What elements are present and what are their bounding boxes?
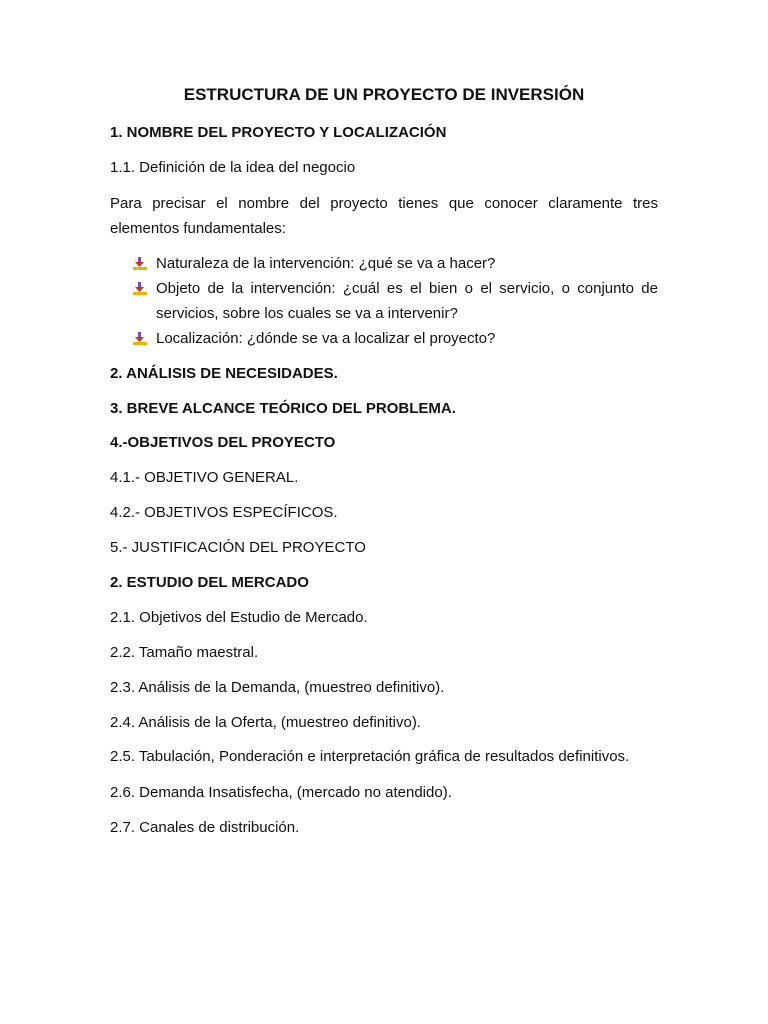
- bullet-text: Objeto de la intervención: ¿cuál es el bien o el servicio, o conjunto de: [156, 280, 658, 297]
- section-heading-necesidades: 2. ANÁLISIS DE NECESIDADES.: [110, 365, 338, 382]
- section-heading-nombre: 1. NOMBRE DEL PROYECTO Y LOCALIZACIÓN: [110, 124, 447, 141]
- section-heading-objetivos: 4.-OBJETIVOS DEL PROYECTO: [110, 434, 336, 451]
- section-heading-alcance: 3. BREVE ALCANCE TEÓRICO DEL PROBLEMA.: [110, 400, 456, 417]
- arrow-bullet-icon: [132, 332, 148, 346]
- list-item: 2.6. Demanda Insatisfecha, (mercado no atendido).: [110, 784, 452, 801]
- list-item: 2.5. Tabulación, Ponderación e interpretación gráfica de resultados definitivos.: [110, 748, 630, 765]
- subsection-definicion: 1.1. Definición de la idea del negocio: [110, 159, 356, 176]
- list-item: 2.4. Análisis de la Oferta, (muestreo definitivo).: [110, 714, 421, 731]
- list-item: 2.2. Tamaño maestral.: [110, 644, 259, 661]
- bullet-text: Naturaleza de la intervención: ¿qué se va a hacer?: [156, 255, 496, 272]
- paragraph-line: elementos fundamentales:: [110, 220, 286, 237]
- section-heading-mercado: 2. ESTUDIO DEL MERCADO: [110, 574, 309, 591]
- list-item: 2.1. Objetivos del Estudio de Mercado.: [110, 609, 368, 626]
- document-title: ESTRUCTURA DE UN PROYECTO DE INVERSIÓN: [183, 85, 585, 104]
- section-justificacion: 5.- JUSTIFICACIÓN DEL PROYECTO: [110, 539, 366, 556]
- bullet-text: servicios, sobre los cuales se va a intervenir?: [156, 305, 458, 322]
- paragraph-line: Para precisar el nombre del proyecto tienes que conocer claramente tres: [110, 195, 658, 212]
- subsection-objetivo-general: 4.1.- OBJETIVO GENERAL.: [110, 469, 299, 486]
- arrow-bullet-icon: [132, 257, 148, 271]
- arrow-bullet-icon: [132, 282, 148, 296]
- bullet-text: Localización: ¿dónde se va a localizar el proyecto?: [156, 330, 496, 347]
- list-item: 2.3. Análisis de la Demanda, (muestreo definitivo).: [110, 679, 445, 696]
- subsection-objetivos-especificos: 4.2.- OBJETIVOS ESPECÍFICOS.: [110, 504, 338, 521]
- list-item: 2.7. Canales de distribución.: [110, 819, 300, 836]
